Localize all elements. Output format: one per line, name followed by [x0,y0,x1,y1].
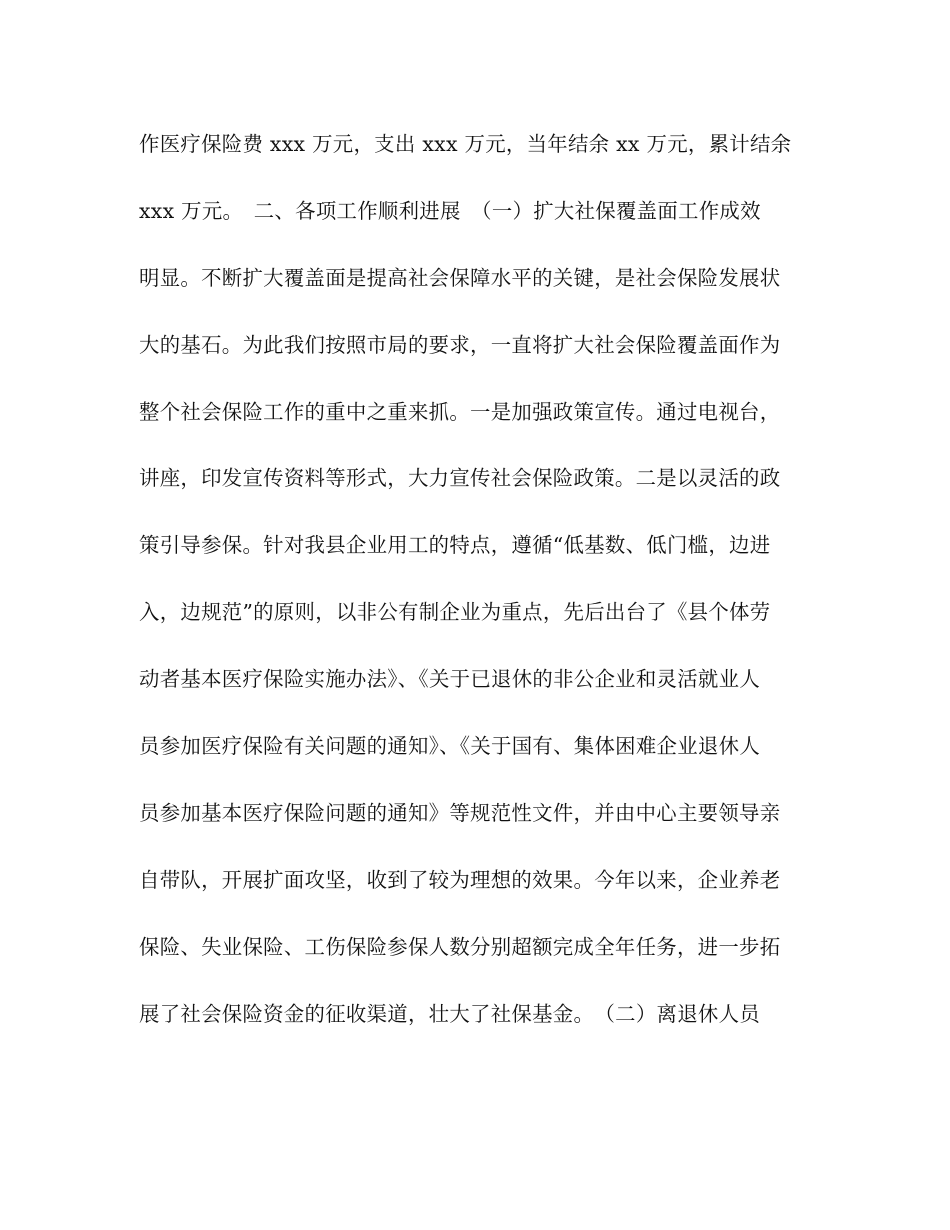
text-line-11: 员参加基本医疗保险问题的通知》等规范性文件，并由中心主要领导亲 [139,800,781,825]
text-line-1: 作医疗保险费 xxx 万元，支出 xxx 万元，当年结余 xx 万元，累计结余 [139,132,792,156]
text-line-14: 展了社会保险资金的征收渠道，壮大了社保基金。 （二）离退休人员 [139,1001,761,1026]
text-line-8: 入，边规范”的原则，以非公有制企业为重点，先后出台了《县个体劳 [139,600,771,625]
body-text [139,120,819,1056]
text-line-7: 策引导参保。针对我县企业用工的特点，遵循“低基数、低门槛，边进 [139,533,771,558]
text-line-4: 大的基石。为此我们按照市局的要求，一直将扩大社会保险覆盖面作为 [139,332,781,357]
text-line-12: 自带队，开展扩面攻坚，收到了较为理想的效果。今年以来，企业养老 [139,867,781,892]
text-line-6: 讲座，印发宣传资料等形式，大力宣传社会保险政策。二是以灵活的政 [139,466,781,491]
text-line-3: 明显。不断扩大覆盖面是提高社会保障水平的关键，是社会保险发展状 [139,265,781,290]
text-line-5: 整个社会保险工作的重中之重来抓。一是加强政策宣传。通过电视台， [139,399,781,424]
text-line-9: 动者基本医疗保险实施办法》、《关于已退休的非公企业和灵活就业人 [139,667,761,692]
text-line-10: 员参加医疗保险有关问题的通知》、《关于国有、集体困难企业退休人 [139,734,761,759]
text-line-13: 保险、失业保险、工伤保险参保人数分别超额完成全年任务，进一步拓 [139,934,781,959]
text-line-2: xxx 万元。 二、各项工作顺利进展 （一）扩大社保覆盖面工作成效 [139,198,761,223]
